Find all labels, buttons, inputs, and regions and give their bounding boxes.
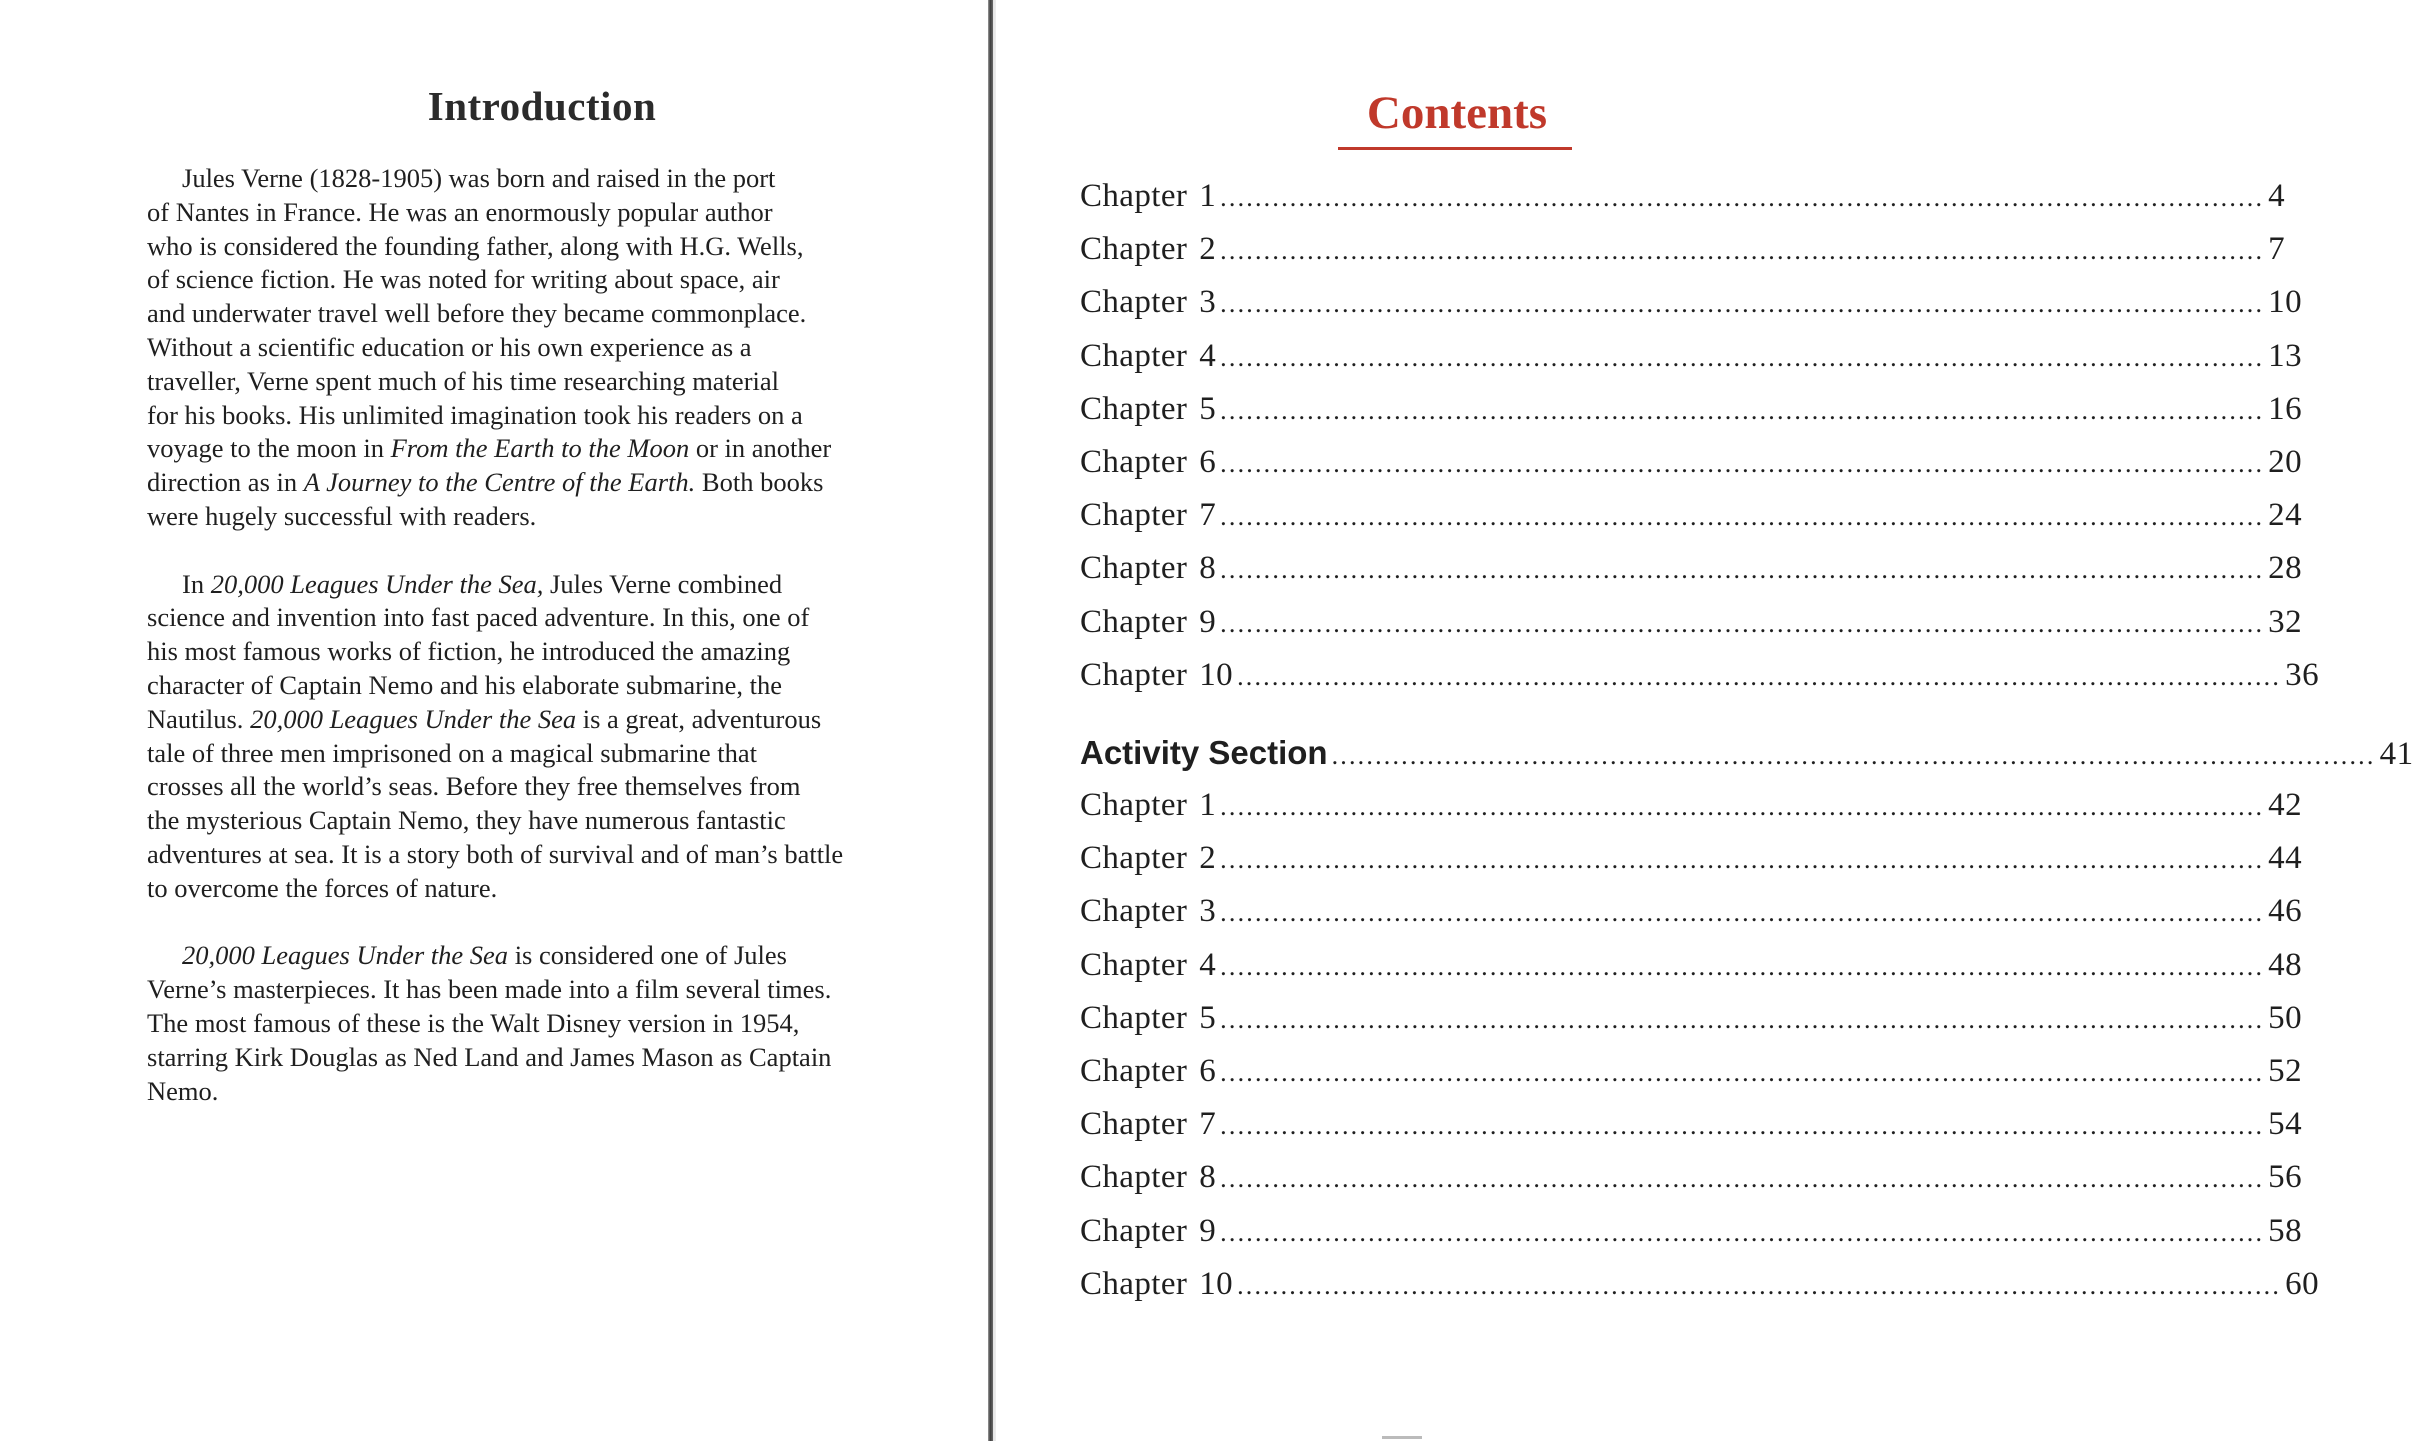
toc-page-number: 41 xyxy=(2379,735,2414,772)
toc-entry-number: 8 xyxy=(1199,1159,1217,1196)
text-segment: is a great, adventurous xyxy=(576,703,822,734)
toc-entry-label xyxy=(1080,231,1216,268)
toc-entry-title: Chapter xyxy=(1080,1212,1188,1249)
toc-entry xyxy=(1080,231,2286,284)
text-segment: who is considered the founding father, along with H.G. Wells, xyxy=(147,230,804,261)
text-line xyxy=(147,601,907,635)
text-segment: his most famous works of fiction, he introduced the amazing xyxy=(147,636,791,667)
toc-entry-title: Chapter xyxy=(1080,656,1188,693)
toc-page-number: 13 xyxy=(2268,337,2303,374)
toc-dot-leader: ........................................................................................................................ xyxy=(1220,1111,2265,1141)
toc-entry xyxy=(1080,946,2303,1000)
toc-entry-number: 6 xyxy=(1199,1053,1217,1089)
toc-dot-leader: ........................................................................................................................ xyxy=(1220,1004,2265,1034)
text-line xyxy=(147,432,907,466)
text-segment: is considered one of Jules xyxy=(508,940,787,971)
toc-dot-leader: ........................................................................................................................ xyxy=(1220,1058,2265,1087)
text-line xyxy=(147,635,907,669)
text-line xyxy=(147,703,907,737)
toc-entry xyxy=(1080,284,2303,337)
toc-dot-leader: ........................................................................................................................ xyxy=(1220,342,2265,372)
text-line xyxy=(147,263,907,297)
table-of-contents xyxy=(1080,178,2414,1319)
toc-entry-activity-section xyxy=(1080,733,2414,787)
toc-page-number: 36 xyxy=(2285,656,2320,693)
toc-page-number: 20 xyxy=(2268,443,2303,480)
toc-page-number: 24 xyxy=(2268,497,2303,534)
toc-dot-leader: ........................................................................................................................ xyxy=(1220,502,2265,532)
toc-dot-leader: ........................................................................................................................ xyxy=(1220,792,2265,822)
introduction-title: Introduction xyxy=(427,83,657,129)
text-line xyxy=(147,196,907,230)
toc-entry-number: 2 xyxy=(1199,840,1217,877)
toc-page-number: 54 xyxy=(2268,1106,2303,1143)
toc-entry-title: Chapter xyxy=(1080,178,1188,214)
text-segment: of Nantes in France. He was an enormously popular author xyxy=(147,196,773,227)
text-line xyxy=(147,669,907,703)
text-segment: starring Kirk Douglas as Ned Land and James Mason as Captain xyxy=(147,1041,832,1072)
text-segment: character of Captain Nemo and his elaborate submarine, the xyxy=(147,669,783,700)
text-line xyxy=(147,770,907,804)
toc-page-number: 32 xyxy=(2268,603,2303,640)
toc-page-number: 58 xyxy=(2268,1212,2303,1249)
toc-dot-leader: ........................................................................................................................ xyxy=(1220,555,2265,585)
text-segment: Nautilus. xyxy=(147,703,251,734)
introduction-paragraph xyxy=(147,939,907,1108)
contents-title-underline xyxy=(1338,147,1572,150)
text-line xyxy=(147,1041,907,1075)
toc-entry-label xyxy=(1080,178,1216,215)
toc-spacer xyxy=(1080,710,1820,734)
toc-entry xyxy=(1080,656,2320,710)
toc-page-number: 44 xyxy=(2268,840,2303,877)
text-segment: tale of three men imprisoned on a magical submarine that xyxy=(147,737,758,768)
toc-entry-label xyxy=(1080,840,1216,877)
toc-entry-number: 10 xyxy=(1199,656,1234,693)
toc-entry xyxy=(1080,787,2303,840)
toc-dot-leader: ........................................................................................................................ xyxy=(1220,845,2265,875)
toc-entry xyxy=(1080,1212,2303,1266)
toc-entry-label xyxy=(1080,550,1216,587)
toc-entry-number: 1 xyxy=(1199,787,1217,824)
toc-entry-label xyxy=(1080,338,1216,375)
toc-entry-number: 7 xyxy=(1199,497,1217,534)
introduction-body xyxy=(147,162,907,1142)
toc-entry-title: Chapter xyxy=(1080,231,1188,268)
text-segment: or in another xyxy=(689,433,832,464)
toc-entry xyxy=(1080,999,2303,1053)
introduction-page xyxy=(0,0,990,1441)
toc-entry xyxy=(1080,178,2286,231)
toc-entry xyxy=(1080,893,2303,946)
toc-entry-number: 1 xyxy=(1199,178,1217,214)
toc-entry-title: Activity Section xyxy=(1080,733,1328,771)
toc-entry-label xyxy=(1080,1266,1233,1303)
toc-page-number: 46 xyxy=(2268,893,2303,930)
toc-entry-title: Chapter xyxy=(1080,999,1188,1036)
text-segment: for his books. His unlimited imagination took his readers on a xyxy=(147,399,803,430)
toc-entry xyxy=(1080,337,2303,391)
text-segment: adventures at sea. It is a story both of survival and of man’s battle xyxy=(147,838,844,869)
toc-entry-label xyxy=(1080,893,1216,930)
text-line xyxy=(147,297,907,331)
book-title-italic: 20,000 Leagues Under the Sea xyxy=(182,940,509,971)
toc-entry-label xyxy=(1080,1213,1216,1250)
toc-page-number: 7 xyxy=(2268,231,2286,268)
introduction-paragraph xyxy=(147,568,907,906)
toc-entry-number: 9 xyxy=(1199,603,1217,640)
toc-entry-title: Chapter xyxy=(1080,1159,1188,1196)
toc-page-number: 10 xyxy=(2268,284,2303,321)
text-segment: Without a scientific education or his own experience as a xyxy=(147,331,752,362)
text-segment: were hugely successful with readers. xyxy=(147,500,537,531)
toc-entry-label xyxy=(1080,657,1233,694)
toc-entry-label xyxy=(1080,787,1216,824)
text-line xyxy=(147,162,907,196)
toc-dot-leader: ........................................................................................................................ xyxy=(1331,740,2376,770)
text-line xyxy=(147,466,907,500)
toc-entry xyxy=(1080,603,2303,657)
toc-page-number: 50 xyxy=(2268,999,2303,1036)
book-title-italic: From the Earth to the Moon xyxy=(390,433,690,464)
toc-entry xyxy=(1080,550,2303,603)
text-segment: Jules Verne combined xyxy=(543,568,783,599)
toc-entry-title: Chapter xyxy=(1080,603,1188,640)
toc-entry-title: Chapter xyxy=(1080,497,1188,534)
toc-entry-label xyxy=(1080,1053,1216,1090)
toc-entry xyxy=(1080,840,2303,893)
toc-entry-number: 10 xyxy=(1199,1265,1234,1302)
book-title-italic: 20,000 Leagues Under the Sea, xyxy=(210,568,544,599)
text-segment: the mysterious Captain Nemo, they have numerous fantastic xyxy=(147,805,786,836)
toc-dot-leader: ........................................................................................................................ xyxy=(1220,236,2265,266)
text-segment: of science fiction. He was noted for writing about space, air xyxy=(147,264,780,295)
toc-dot-leader: ........................................................................................................................ xyxy=(1220,289,2265,319)
text-line xyxy=(147,973,907,1007)
text-line xyxy=(147,230,907,264)
toc-entry-number: 2 xyxy=(1199,231,1217,268)
toc-entry-number: 7 xyxy=(1199,1106,1217,1143)
toc-entry xyxy=(1080,443,2303,497)
toc-entry-number: 4 xyxy=(1199,946,1217,983)
text-line xyxy=(147,399,907,433)
toc-page-number: 16 xyxy=(2268,390,2303,427)
toc-entry-label xyxy=(1080,497,1216,534)
toc-entry-number: 4 xyxy=(1199,337,1217,374)
toc-entry-title: Chapter xyxy=(1080,1106,1188,1143)
text-segment: Verne’s masterpieces. It has been made into a film several times. xyxy=(147,974,832,1005)
toc-dot-leader: ........................................................................................................................ xyxy=(1220,395,2265,425)
toc-dot-leader: ........................................................................................................................ xyxy=(1220,1217,2265,1247)
toc-entry xyxy=(1080,497,2303,550)
text-line xyxy=(147,1007,907,1041)
toc-entry-number: 9 xyxy=(1199,1212,1217,1249)
text-line xyxy=(147,331,907,365)
toc-dot-leader: ........................................................................................................................ xyxy=(1220,898,2265,928)
text-segment: Both books xyxy=(695,467,824,498)
contents-title: Contents xyxy=(1366,87,1548,139)
text-segment: traveller, Verne spent much of his time researching material xyxy=(147,365,780,396)
toc-entry-title: Chapter xyxy=(1080,443,1188,480)
toc-entry-title: Chapter xyxy=(1080,1053,1188,1089)
book-title-italic: 20,000 Leagues Under the Sea xyxy=(250,703,577,734)
toc-entry-label xyxy=(1080,284,1216,321)
text-line xyxy=(147,737,907,771)
toc-entry-title: Chapter xyxy=(1080,893,1188,930)
toc-entry-label xyxy=(1080,604,1216,641)
text-segment: Nemo. xyxy=(147,1075,219,1106)
text-segment: In xyxy=(182,568,211,599)
toc-entry-title: Chapter xyxy=(1080,550,1188,587)
text-segment: to overcome the forces of nature. xyxy=(147,872,498,903)
toc-entry-title: Chapter xyxy=(1080,284,1188,321)
text-line xyxy=(147,804,907,838)
toc-page-number: 42 xyxy=(2268,787,2303,824)
introduction-paragraph xyxy=(147,162,907,534)
toc-dot-leader: ........................................................................................................................ xyxy=(1220,448,2265,478)
toc-entry-label xyxy=(1080,444,1216,481)
toc-entry-title: Chapter xyxy=(1080,337,1188,374)
toc-entry-number: 8 xyxy=(1199,550,1217,587)
text-line xyxy=(147,838,907,872)
toc-entry-number: 3 xyxy=(1199,284,1217,321)
toc-dot-leader: ........................................................................................................................ xyxy=(1220,1164,2265,1194)
text-segment: crosses all the world’s seas. Before they free themselves from xyxy=(147,771,801,802)
toc-entry-label xyxy=(1080,1000,1216,1037)
toc-page-number: 4 xyxy=(2268,178,2286,214)
toc-dot-leader: ........................................................................................................................ xyxy=(1237,661,2282,691)
toc-entry-title: Chapter xyxy=(1080,840,1188,877)
toc-entry xyxy=(1080,1106,2303,1159)
toc-entry-title: Chapter xyxy=(1080,1265,1188,1302)
toc-entry-label xyxy=(1080,947,1216,984)
toc-entry-label xyxy=(1080,391,1216,428)
toc-dot-leader: ........................................................................................................................ xyxy=(1220,951,2265,981)
text-line xyxy=(147,1075,907,1109)
toc-page-number: 52 xyxy=(2268,1053,2303,1089)
toc-dot-leader: ........................................................................................................................ xyxy=(1220,183,2265,212)
toc-entry xyxy=(1080,1159,2303,1212)
toc-entry-number: 5 xyxy=(1199,999,1217,1036)
toc-entry-number: 5 xyxy=(1199,390,1217,427)
toc-entry-number: 3 xyxy=(1199,893,1217,930)
toc-entry-label xyxy=(1080,734,1328,772)
page-scan-mark xyxy=(1382,1436,1422,1439)
toc-entry xyxy=(1080,390,2303,444)
text-line xyxy=(147,365,907,399)
toc-entry-label xyxy=(1080,1106,1216,1143)
book-title-italic: A Journey to the Centre of the Earth. xyxy=(303,467,696,498)
text-segment: The most famous of these is the Walt Disney version in 1954, xyxy=(147,1007,800,1038)
text-segment: and underwater travel well before they became commonplace. xyxy=(147,298,807,329)
toc-page-number: 56 xyxy=(2268,1159,2303,1196)
text-segment: voyage to the moon in xyxy=(147,433,391,464)
text-line xyxy=(147,500,907,534)
toc-entry-number: 6 xyxy=(1199,443,1217,480)
toc-page-number: 28 xyxy=(2268,550,2303,587)
toc-dot-leader: ........................................................................................................................ xyxy=(1237,1270,2282,1300)
text-line xyxy=(147,568,907,602)
text-line xyxy=(147,872,907,906)
text-segment: science and invention into fast paced adventure. In this, one of xyxy=(147,602,810,633)
toc-entry-title: Chapter xyxy=(1080,787,1188,824)
text-line xyxy=(147,939,907,973)
text-segment: direction as in xyxy=(147,467,304,498)
toc-dot-leader: ........................................................................................................................ xyxy=(1220,608,2265,638)
toc-entry-title: Chapter xyxy=(1080,390,1188,427)
toc-entry xyxy=(1080,1265,2320,1319)
toc-entry-label xyxy=(1080,1159,1216,1196)
toc-entry xyxy=(1080,1053,2303,1106)
toc-entry-title: Chapter xyxy=(1080,946,1188,983)
toc-page-number: 48 xyxy=(2268,946,2303,983)
toc-page-number: 60 xyxy=(2285,1265,2320,1302)
text-segment: Jules Verne (1828-1905) was born and raised in the port xyxy=(182,163,776,193)
